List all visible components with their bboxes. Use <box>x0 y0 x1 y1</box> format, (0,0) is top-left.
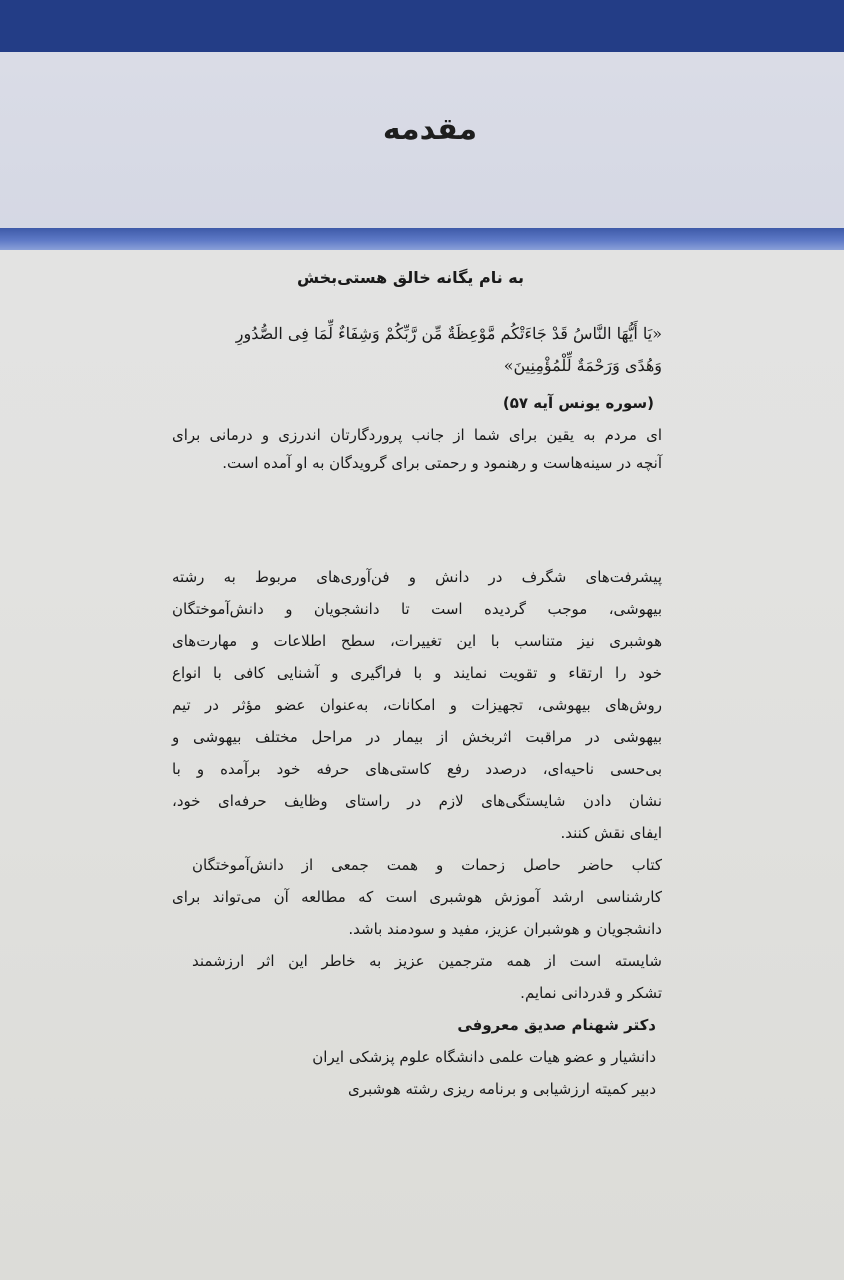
signature-position-1: دانشیار و عضو هیات علمی دانشگاه علوم پزشکی ایران <box>312 1048 656 1066</box>
page-title: مقدمه <box>382 112 478 147</box>
paragraph1-line-4: خود را ارتقاء و تقویت نمایند و با فراگیری و آشنایی کافی با انواع <box>172 664 662 682</box>
paragraph2-line-1: کتاب حاضر حاصل زحمات و همت جمعی از دانش‌آموختگان <box>192 856 662 874</box>
paragraph2-line-3: دانشجویان و هوشبران عزیز، مفید و سودمند باشد. <box>348 920 662 938</box>
paragraph1-line-1: پیشرفت‌های شگرف در دانش و فن‌آوری‌های مربوط به رشته <box>172 568 662 586</box>
translation-line-1: ای مردم به یقین برای شما از جانب پروردگارتان اندرزی و درمانی برای <box>172 426 662 444</box>
paragraph1-line-6: بیهوشی در مراقبت اثربخش از بیمار در مراحل مختلف بیهوشی و <box>172 728 662 746</box>
paragraph1-line-5: روش‌های بیهوشی، تجهیزات و امکانات، به‌عنوان عضو مؤثر در تیم <box>172 696 662 714</box>
verse-line-1: «یَا أَیُّهَا النَّاسُ قَدْ جَاءَتْکُم مَّوْعِظَةٌ مِّن رَّبِّکُمْ وَشِفَاءٌ لِّمَا فِی الصُّدُورِ <box>235 324 662 343</box>
paragraph2-line-2: کارشناسی ارشد آموزش هوشبری است که مطالعه آن می‌تواند برای <box>172 888 662 906</box>
translation-line-2: آنچه در سینه‌هاست و رهنمود و رحمتی برای گرویدگان به او آمده است. <box>222 454 662 472</box>
paragraph1-line-8: نشان دادن شایستگی‌های لازم در راستای وظایف حرفه‌ای خود، <box>172 792 662 810</box>
opening-heading: به نام یگانه خالق هستی‌بخش <box>297 268 524 287</box>
verse-reference: (سوره یونس آیه ۵۷) <box>502 394 654 412</box>
verse-line-2: وَهُدًی وَرَحْمَةٌ لِّلْمُؤْمِنِینَ» <box>503 356 662 375</box>
paragraph1-line-9: ایفای نقش کنند. <box>560 824 662 842</box>
book-page <box>0 52 844 1280</box>
paragraph3-line-1: شایسته است از همه مترجمین عزیز به خاطر این اثر ارزشمند <box>192 952 662 970</box>
page-content <box>0 52 844 1280</box>
paragraph1-line-2: بیهوشی، موجب گردیده است تا دانشجویان و دانش‌آموختگان <box>172 600 662 618</box>
paragraph3-line-2: تشکر و قدردانی نمایم. <box>520 984 662 1002</box>
signature-position-2: دبیر کمیته ارزشیابی و برنامه ریزی رشته هوشبری <box>347 1080 656 1098</box>
paragraph1-line-3: هوشبری نیز متناسب با این تغییرات، سطح اطلاعات و مهارت‌های <box>172 632 662 650</box>
paragraph1-line-7: بی‌حسی ناحیه‌ای، درصدد رفع کاستی‌های حرفه خود برآمده و با <box>172 760 662 778</box>
signature-name: دکتر شهنام صدیق معروفی <box>457 1016 656 1034</box>
